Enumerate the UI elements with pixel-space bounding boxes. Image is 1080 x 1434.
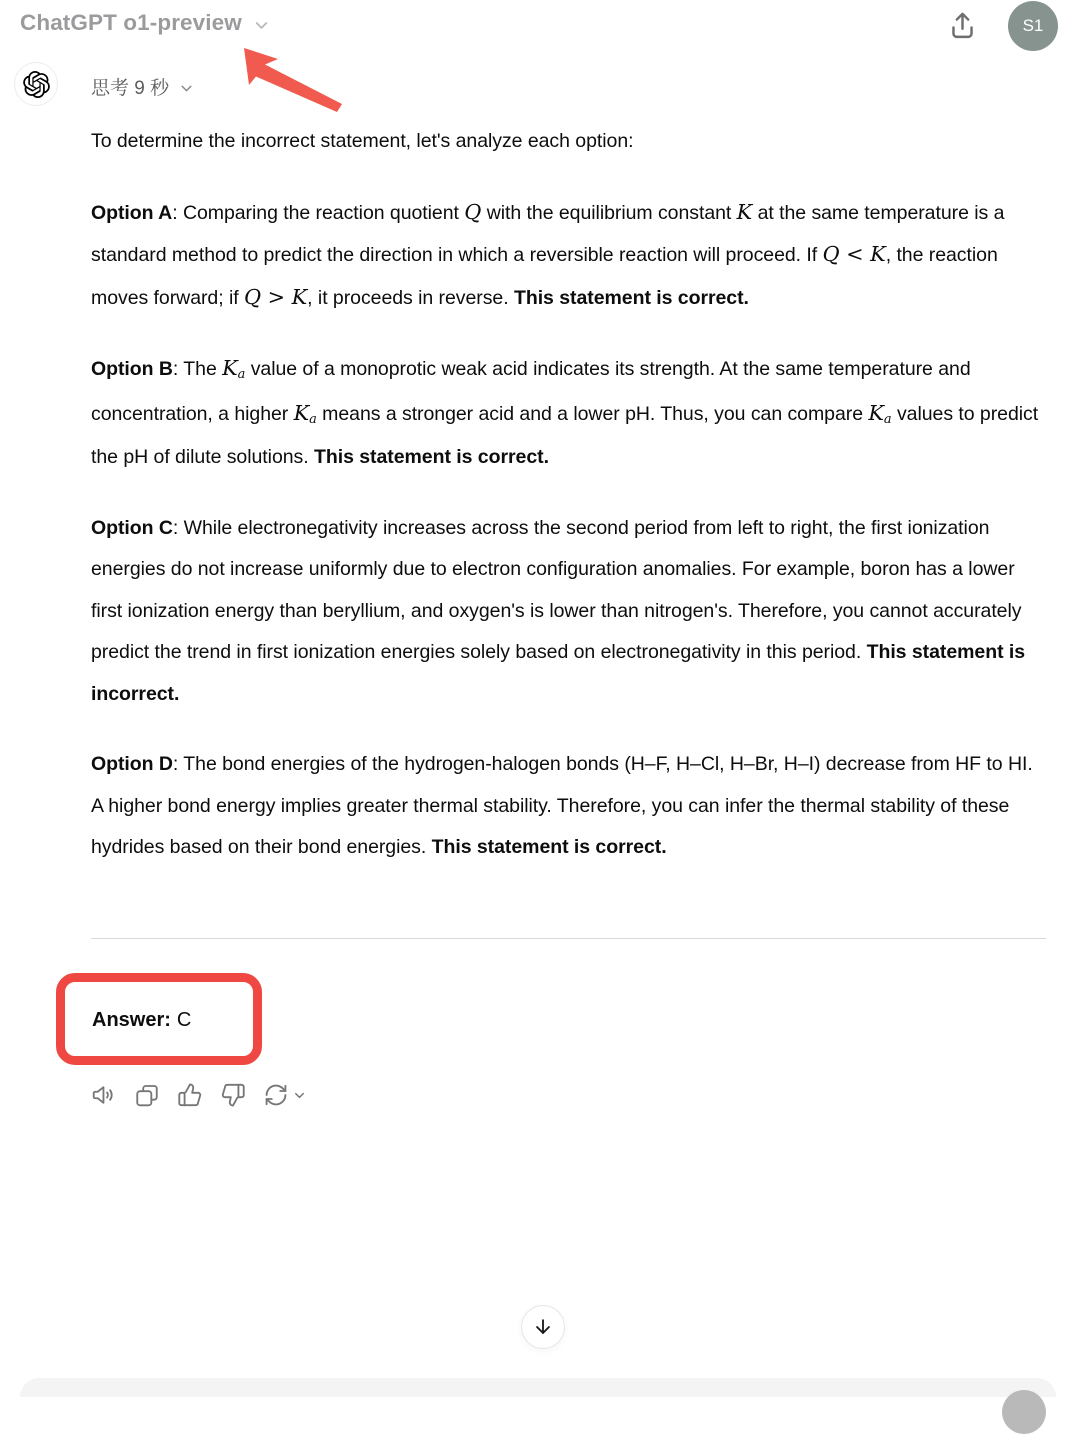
intro-paragraph: To determine the incorrect statement, let's analyze each option: bbox=[91, 130, 634, 152]
thought-label: 思考 9 秒 bbox=[91, 78, 170, 99]
user-avatar[interactable] bbox=[1008, 1, 1058, 51]
divider bbox=[91, 938, 1046, 939]
option-a-paragraph: Option A: Comparing the reaction quotient Q with the equilibrium constant K at the same temperature is a standard method to predict the direction in which a reversible reaction will proceed. If Q < K, the reaction moves forward; if Q > K, it proceeds in reverse. This statement is correct. bbox=[91, 199, 1005, 309]
answer-line bbox=[92, 1007, 191, 1033]
model-switcher[interactable] bbox=[20, 10, 271, 36]
regenerate-button[interactable] bbox=[263, 1082, 307, 1108]
thumbs-down-button[interactable] bbox=[220, 1082, 246, 1108]
model-label: ChatGPT o1-preview bbox=[20, 10, 242, 35]
copy-icon bbox=[134, 1082, 160, 1108]
annotation-box bbox=[56, 973, 262, 1065]
chevron-down-icon bbox=[252, 16, 271, 35]
scroll-to-bottom-button[interactable] bbox=[521, 1305, 565, 1349]
annotation-arrow bbox=[242, 46, 346, 114]
thumbs-up-icon bbox=[177, 1082, 203, 1108]
answer-label: Answer: bbox=[92, 1008, 171, 1031]
thumbs-up-button[interactable] bbox=[177, 1082, 203, 1108]
thought-toggle[interactable] bbox=[91, 73, 195, 100]
thumbs-down-icon bbox=[220, 1082, 246, 1108]
read-aloud-icon bbox=[91, 1082, 117, 1108]
header-right bbox=[947, 0, 1058, 52]
regenerate-icon bbox=[263, 1082, 289, 1108]
option-d-paragraph: Option D: The bond energies of the hydrogen-halogen bonds (H–F, H–Cl, H–Br, H–I) decrease from HF to HI. A higher bond energy implies greater thermal stability. Therefore, you can infer the thermal stability of these hydrides based on their bond energies. This statement is correct. bbox=[91, 753, 1033, 858]
read-aloud-button[interactable] bbox=[91, 1082, 117, 1108]
answer-value: C bbox=[176, 1008, 192, 1031]
share-icon[interactable] bbox=[947, 10, 978, 41]
message-actions bbox=[91, 1082, 1046, 1108]
chevron-down-icon bbox=[178, 80, 195, 97]
message-composer[interactable] bbox=[20, 1378, 1056, 1397]
assistant-avatar bbox=[14, 62, 58, 106]
regenerate-icon-wrap bbox=[263, 1082, 289, 1108]
user-avatar-label: S1 bbox=[1022, 16, 1044, 35]
arrow-down-icon bbox=[532, 1316, 554, 1338]
openai-logo-icon bbox=[23, 71, 50, 98]
option-c-paragraph: Option C: While electronegativity increases across the second period from left to right, the first ionization energies do not increase uniformly due to electron configuration anomalies. For example, boron has a lower first ionization energy than beryllium, and oxygen's is lower than nitrogen's. Therefore, you cannot accurately predict the trend in first ionization energies solely based on electronegativity in this period. This statement is incorrect. bbox=[91, 516, 1026, 705]
copy-button[interactable] bbox=[134, 1082, 160, 1108]
chevron-down-icon bbox=[292, 1088, 307, 1103]
assistant-message bbox=[91, 121, 1046, 1108]
option-b-paragraph: Option B: The $K_a$ value of a monoprotic weak acid indicates its strength. At the same temperature and concentration, a higher $K_a$ means a stronger acid and a lower pH. Thus, you can compare $K_a$ values to predict the pH of dilute solutions. This statement is correct. bbox=[91, 356, 1039, 468]
